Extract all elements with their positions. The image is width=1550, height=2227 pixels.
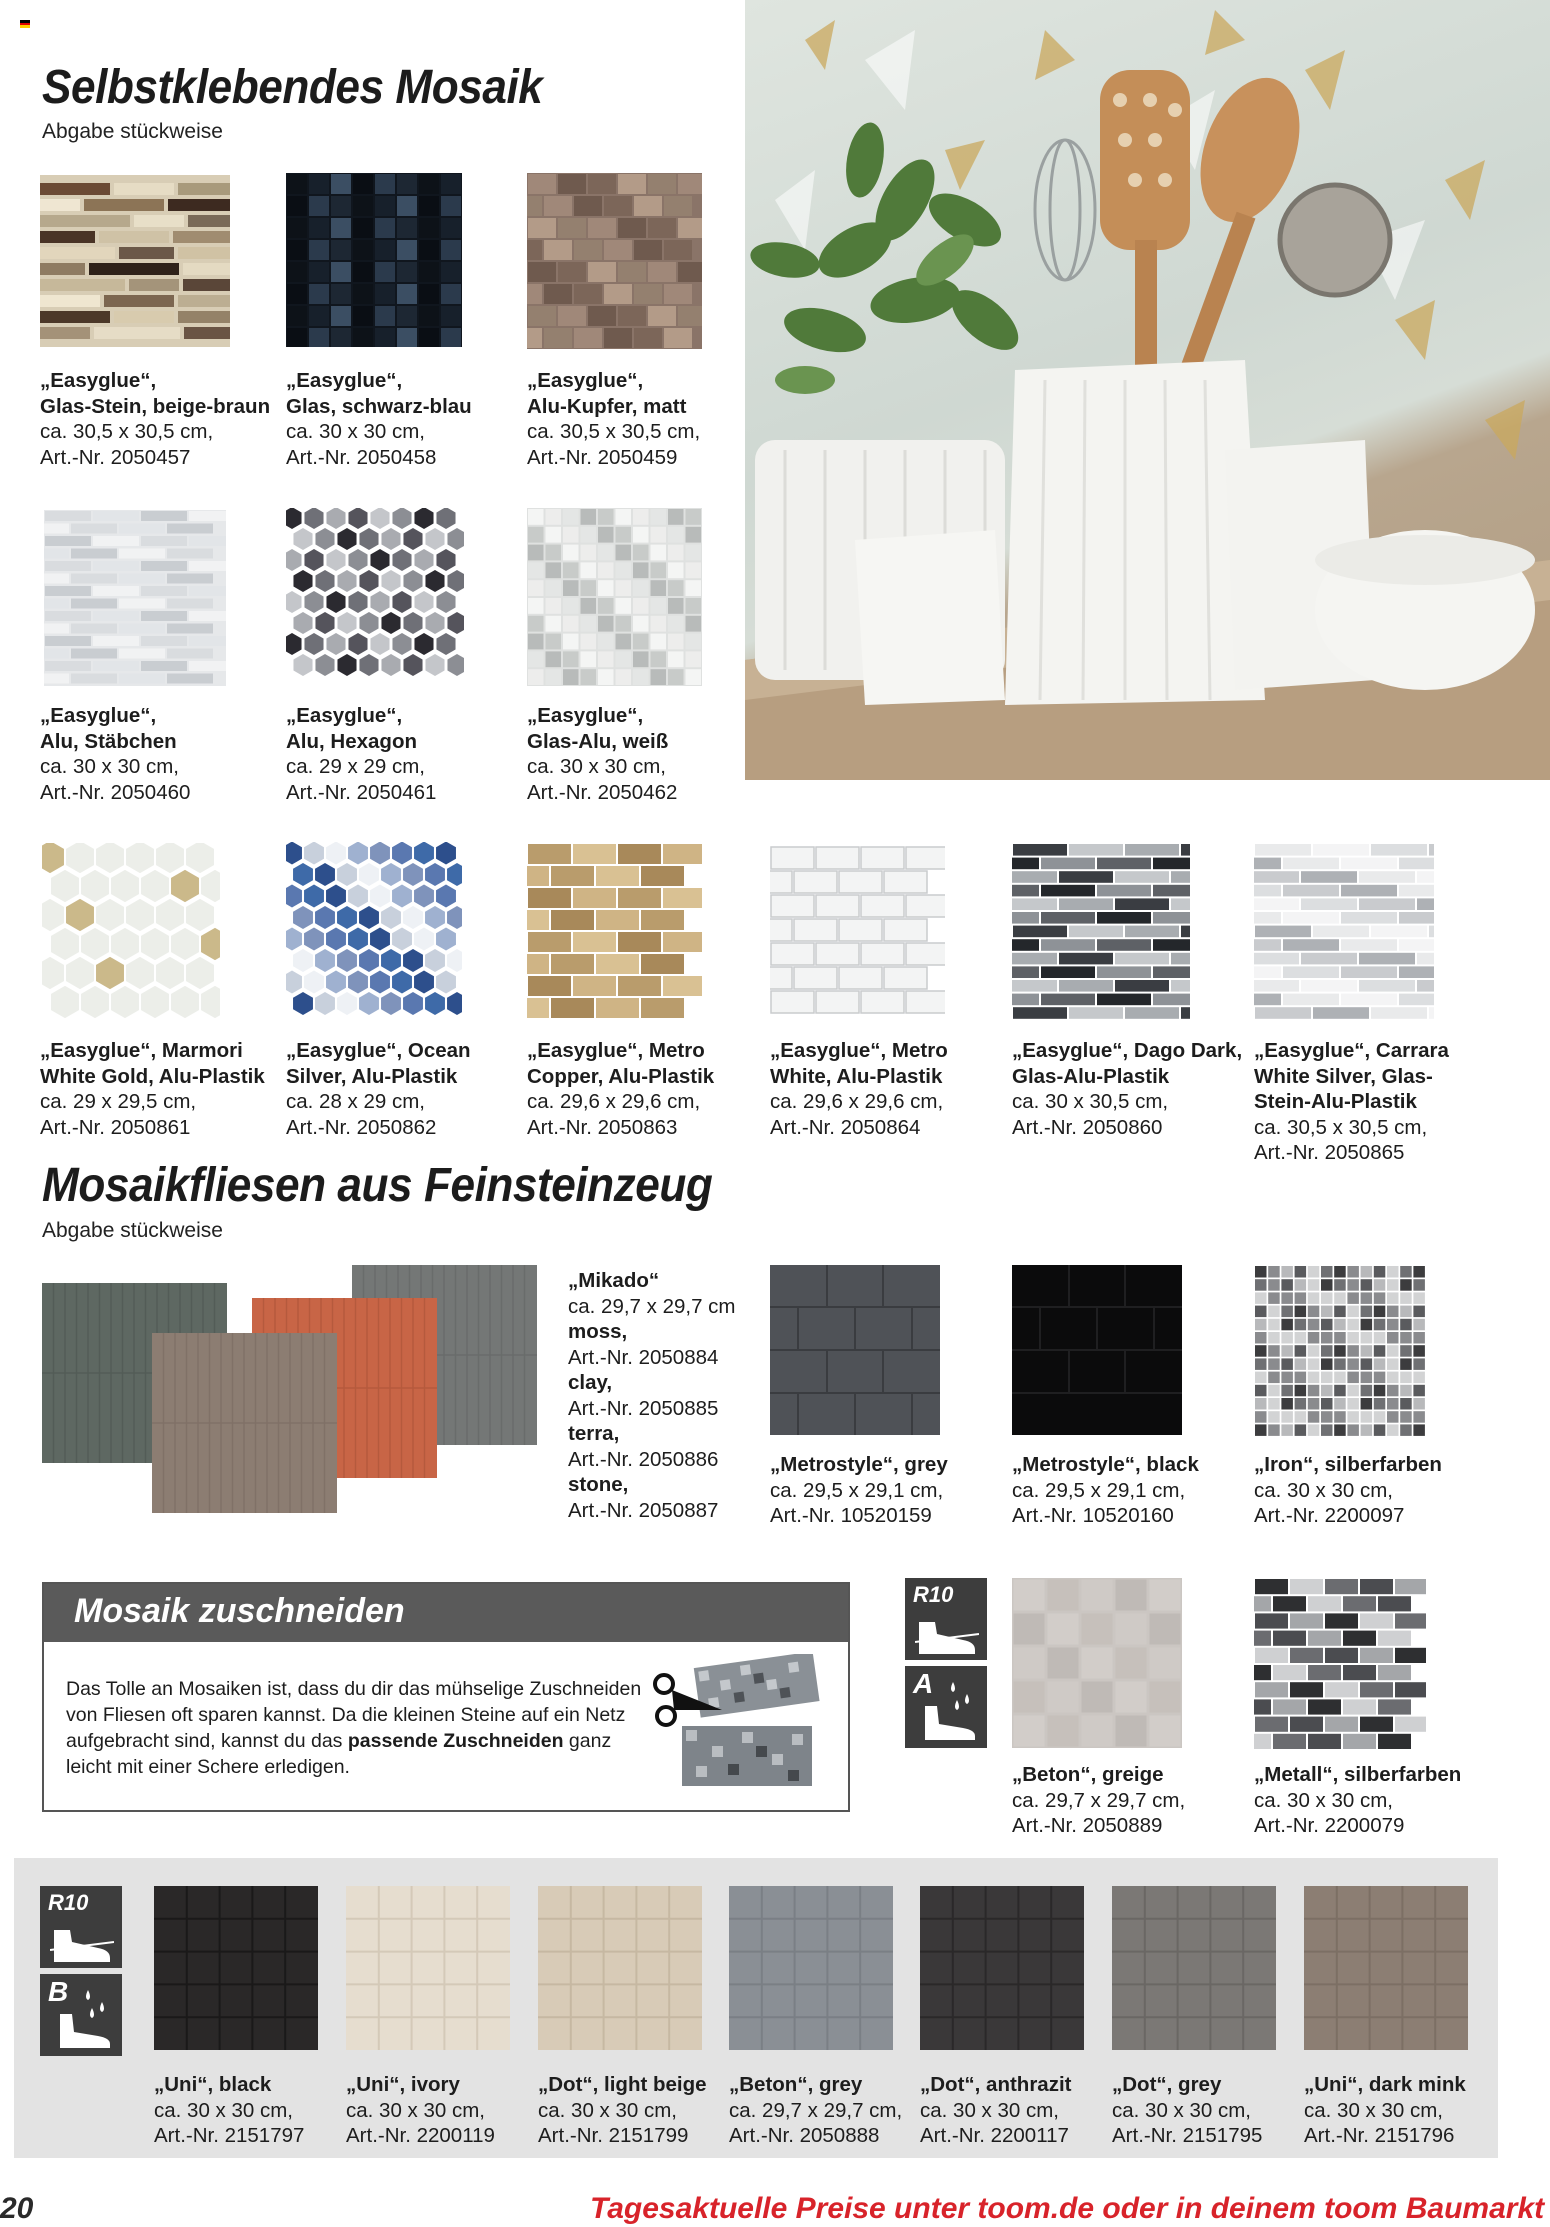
product-name: „Metrostyle“, black: [1012, 1453, 1199, 1476]
r10-label: R10: [913, 1582, 954, 1607]
product-2050462: [527, 703, 677, 805]
page-number: 20: [0, 2192, 34, 2225]
product-art: Art.-Nr. 2151797: [154, 2124, 305, 2147]
product-art: Art.-Nr. 2050462: [527, 780, 678, 804]
product-name: „Beton“, grey: [729, 2073, 863, 2096]
product-2050864: [770, 1038, 948, 1140]
product-size: ca. 30,5 x 30,5 cm,: [40, 420, 214, 443]
product-size: ca. 30 x 30 cm,: [346, 2098, 486, 2122]
product-art: Art.-Nr. 2050889: [1012, 1814, 1163, 1837]
tile-beton-greige: [1012, 1578, 1182, 1748]
info-text-part1: Das Tolle an Mosaiken ist, dass du dir das mühselige Zuschneiden von Fliesen oft sparen kannst. Da die kleinen Steine auf ein Netz aufgebracht sind, kannst du das: [66, 1678, 642, 1752]
tile-glas-schwarz-blau: [286, 173, 462, 347]
product-10520160: [1012, 1452, 1199, 1529]
product-art: Art.-Nr. 2151795: [1112, 2124, 1263, 2147]
product-2050458: [286, 368, 472, 470]
section-title-porcelain: Mosaikfliesen aus Feinsteinzeug: [42, 1159, 713, 1212]
product-size: ca. 29 x 29 cm,: [286, 755, 426, 778]
product-name: „Easyglue“, Ocean: [286, 1039, 471, 1062]
tile-ocean-silver: [286, 842, 462, 1022]
product-name: „Easyglue“,: [286, 369, 403, 392]
r10-slip-badge: [905, 1578, 987, 1660]
product-art: Art.-Nr. 2050458: [286, 445, 437, 469]
product-size: ca. 30 x 30 cm,: [40, 755, 180, 778]
product-2050457: [40, 368, 270, 470]
info-box-header: [44, 1584, 848, 1642]
product-art: Art.-Nr. 2200097: [1254, 1504, 1405, 1527]
product-size: ca. 29,6 x 29,6 cm,: [770, 1090, 944, 1113]
info-text-bold: passende Zuschneiden: [347, 1730, 564, 1752]
mikado-color: moss,: [568, 1320, 628, 1343]
mikado-size: ca. 29,7 x 29,7 cm: [568, 1294, 736, 1318]
product-size: ca. 29,7 x 29,7 cm,: [1012, 1788, 1186, 1812]
mikado-art: Art.-Nr. 2050886: [568, 1447, 719, 1471]
product-size: ca. 30 x 30 cm,: [1304, 2098, 1444, 2122]
product-desc: Stein-Alu-Plastik: [1254, 1090, 1417, 1113]
product-desc: Copper, Alu-Plastik: [527, 1064, 715, 1088]
info-box-text: [66, 1676, 646, 1780]
product-name: „Uni“, ivory: [346, 2073, 460, 2096]
product-size: ca. 30,5 x 30,5 cm,: [1254, 1115, 1428, 1139]
foot-drops-icon: [48, 1984, 118, 2052]
product-size: ca. 30 x 30 cm,: [154, 2098, 294, 2122]
product-name: „Uni“, black: [154, 2073, 272, 2096]
product-2050863: [527, 1038, 714, 1140]
product-art: Art.-Nr. 10520159: [770, 1504, 932, 1527]
product-art: Art.-Nr. 2050461: [286, 780, 437, 804]
product-size: ca. 29,7 x 29,7 cm,: [729, 2098, 903, 2122]
product-mikado: [568, 1268, 736, 1523]
product-name: „Dot“, grey: [1112, 2073, 1222, 2096]
tile-uni-black: [154, 1886, 318, 2050]
tile-dago-dark: [1012, 843, 1190, 1021]
product-art: Art.-Nr. 2050888: [729, 2124, 880, 2147]
product-name: „Easyglue“, Marmori: [40, 1039, 243, 1062]
cut-mosaic-info-box: [42, 1582, 850, 1812]
product-desc: Alu, Stäbchen: [40, 729, 177, 753]
footer-price-notice: Tagesaktuelle Preise unter toom.de oder in deinem toom Baumarkt: [590, 2192, 1545, 2225]
product-name: „Easyglue“,: [40, 369, 157, 392]
section-subtitle-2: Abgabe stückweise: [42, 1219, 223, 1242]
mikado-color: terra,: [568, 1422, 620, 1445]
mikado-color: stone,: [568, 1473, 629, 1496]
product-name: „Easyglue“,: [527, 704, 644, 727]
tile-dot-light-beige: [538, 1886, 702, 2050]
tile-beton-grey: [729, 1886, 893, 2050]
shoe-icon: [50, 1920, 114, 1964]
mikado-art: Art.-Nr. 2050884: [568, 1345, 719, 1369]
info-text-part2: ganz leicht mit einer Schere erledigen.: [66, 1730, 612, 1778]
product-2151799: [538, 2072, 707, 2149]
product-name: „Dot“, anthrazit: [920, 2073, 1072, 2096]
product-art: Art.-Nr. 2050863: [527, 1115, 678, 1139]
product-2151796: [1304, 2072, 1466, 2149]
product-name: „Easyglue“, Dago Dark,: [1012, 1039, 1243, 1062]
product-desc: Glas, schwarz-blau: [286, 394, 472, 418]
kitchen-hero-photo: [745, 0, 1550, 780]
tile-metrostyle-grey: [770, 1265, 940, 1435]
product-size: ca. 30 x 30 cm,: [1112, 2098, 1252, 2122]
product-2050865: [1254, 1038, 1449, 1166]
product-name: „Beton“, greige: [1012, 1763, 1164, 1786]
product-size: ca. 30 x 30,5 cm,: [1012, 1090, 1169, 1113]
product-name: „Metrostyle“, grey: [770, 1453, 948, 1476]
product-desc: Silver, Alu-Plastik: [286, 1064, 458, 1088]
tile-metro-white: [770, 846, 945, 1016]
product-desc: Alu, Hexagon: [286, 729, 417, 753]
tile-mikado-clay: [152, 1333, 337, 1513]
mikado-art: Art.-Nr. 2050887: [568, 1498, 719, 1522]
product-name: „Metall“, silberfarben: [1254, 1763, 1462, 1786]
tile-metro-copper: [527, 843, 702, 1021]
product-art: Art.-Nr. 2050865: [1254, 1141, 1405, 1164]
product-size: ca. 30 x 30 cm,: [538, 2098, 678, 2122]
r10-slip-badge-2: [40, 1886, 122, 1968]
product-size: ca. 30 x 30 cm,: [1254, 1788, 1394, 1812]
tile-alu-staebchen: [44, 510, 226, 686]
tile-carrara-white-silver: [1254, 843, 1434, 1021]
tile-dot-anthrazit: [920, 1886, 1084, 2050]
section-title-self-adhesive: Selbstklebendes Mosaik: [42, 61, 543, 114]
a-barefoot-badge: [905, 1666, 987, 1748]
product-name: „Dot“, light beige: [538, 2073, 707, 2096]
product-size: ca. 29,5 x 29,1 cm,: [770, 1478, 944, 1502]
tile-metall-silberfarben: [1254, 1578, 1426, 1750]
product-name: „Easyglue“,: [286, 704, 403, 727]
product-size: ca. 30 x 30 cm,: [920, 2098, 1060, 2122]
product-name: „Easyglue“, Carrara: [1254, 1039, 1449, 1062]
product-art: Art.-Nr. 2200079: [1254, 1814, 1405, 1837]
product-name: „Easyglue“, Metro: [527, 1039, 705, 1062]
product-art: Art.-Nr. 2050861: [40, 1115, 191, 1139]
tile-uni-ivory: [346, 1886, 510, 2050]
scissors-mosaic-illustration: [652, 1654, 832, 1794]
info-box-title: Mosaik zuschneiden: [74, 1592, 405, 1630]
shoe-icon: [915, 1612, 979, 1656]
product-desc: White, Alu-Plastik: [770, 1064, 943, 1088]
product-2050461: [286, 703, 436, 805]
section-subtitle: Abgabe stückweise: [42, 120, 223, 143]
product-art: Art.-Nr. 2050457: [40, 445, 191, 469]
product-size: ca. 30,5 x 30,5 cm,: [527, 420, 701, 443]
tile-marmori-white-gold: [42, 843, 220, 1021]
tile-iron-silberfarben: [1254, 1265, 1426, 1437]
product-2200097: [1254, 1452, 1442, 1529]
product-desc: White Gold, Alu-Plastik: [40, 1064, 265, 1088]
product-name: „Iron“, silberfarben: [1254, 1453, 1442, 1476]
a-label: A: [913, 1668, 934, 1699]
product-size: ca. 30 x 30 cm,: [527, 755, 667, 778]
mikado-color: clay,: [568, 1371, 613, 1394]
product-2050459: [527, 368, 700, 470]
product-name: „Uni“, dark mink: [1304, 2073, 1466, 2096]
product-2050460: [40, 703, 190, 805]
product-art: Art.-Nr. 10520160: [1012, 1504, 1174, 1527]
product-size: ca. 30 x 30 cm,: [1254, 1478, 1394, 1502]
product-desc: Alu-Kupfer, matt: [527, 394, 687, 418]
product-2050888: [729, 2072, 902, 2149]
product-2200079: [1254, 1762, 1461, 1839]
tile-alu-kupfer-matt: [527, 173, 702, 349]
product-name: „Easyglue“,: [527, 369, 644, 392]
product-art: Art.-Nr. 2050460: [40, 780, 191, 804]
product-10520159: [770, 1452, 948, 1529]
product-desc: White Silver, Glas-: [1254, 1064, 1433, 1088]
mikado-name: „Mikado“: [568, 1269, 660, 1292]
tile-alu-hexagon: [286, 508, 464, 686]
b-label: B: [48, 1976, 69, 2007]
product-2050862: [286, 1038, 471, 1140]
product-name: „Easyglue“, Metro: [770, 1039, 948, 1062]
product-desc: Glas-Alu, weiß: [527, 729, 669, 753]
product-art: Art.-Nr. 2050864: [770, 1115, 921, 1139]
b-barefoot-badge: [40, 1974, 122, 2056]
product-art: Art.-Nr. 2151796: [1304, 2124, 1455, 2147]
product-art: Art.-Nr. 2200119: [346, 2124, 495, 2147]
product-2050889: [1012, 1762, 1185, 1839]
product-art: Art.-Nr. 2151799: [538, 2124, 689, 2147]
tile-dot-grey: [1112, 1886, 1276, 2050]
product-art: Art.-Nr. 2050860: [1012, 1115, 1163, 1139]
product-2151795: [1112, 2072, 1262, 2149]
product-art: Art.-Nr. 2050862: [286, 1115, 437, 1139]
foot-drops-icon: [913, 1676, 983, 1744]
tile-glas-alu-weiss: [527, 508, 702, 686]
product-size: ca. 29,6 x 29,6 cm,: [527, 1090, 701, 1113]
r10-label: R10: [48, 1890, 89, 1915]
product-2050861: [40, 1038, 265, 1140]
product-2200119: [346, 2072, 495, 2149]
product-art: Art.-Nr. 2050459: [527, 445, 678, 469]
mikado-art: Art.-Nr. 2050885: [568, 1396, 719, 1420]
product-2151797: [154, 2072, 304, 2149]
product-art: Art.-Nr. 2200117: [920, 2124, 1069, 2147]
tile-metrostyle-black: [1012, 1265, 1182, 1435]
product-name: „Easyglue“,: [40, 704, 157, 727]
product-size: ca. 29 x 29,5 cm,: [40, 1090, 197, 1113]
product-2200117: [920, 2072, 1071, 2149]
product-size: ca. 29,5 x 29,1 cm,: [1012, 1478, 1186, 1502]
tile-glas-stein-beige-braun: [40, 175, 230, 347]
product-2050860: [1012, 1038, 1242, 1140]
flag-icon: [20, 20, 30, 28]
tile-uni-dark-mink: [1304, 1886, 1468, 2050]
product-size: ca. 30 x 30 cm,: [286, 420, 426, 443]
product-size: ca. 28 x 29 cm,: [286, 1090, 426, 1113]
product-desc: Glas-Stein, beige-braun: [40, 394, 271, 418]
product-desc: Glas-Alu-Plastik: [1012, 1064, 1170, 1088]
